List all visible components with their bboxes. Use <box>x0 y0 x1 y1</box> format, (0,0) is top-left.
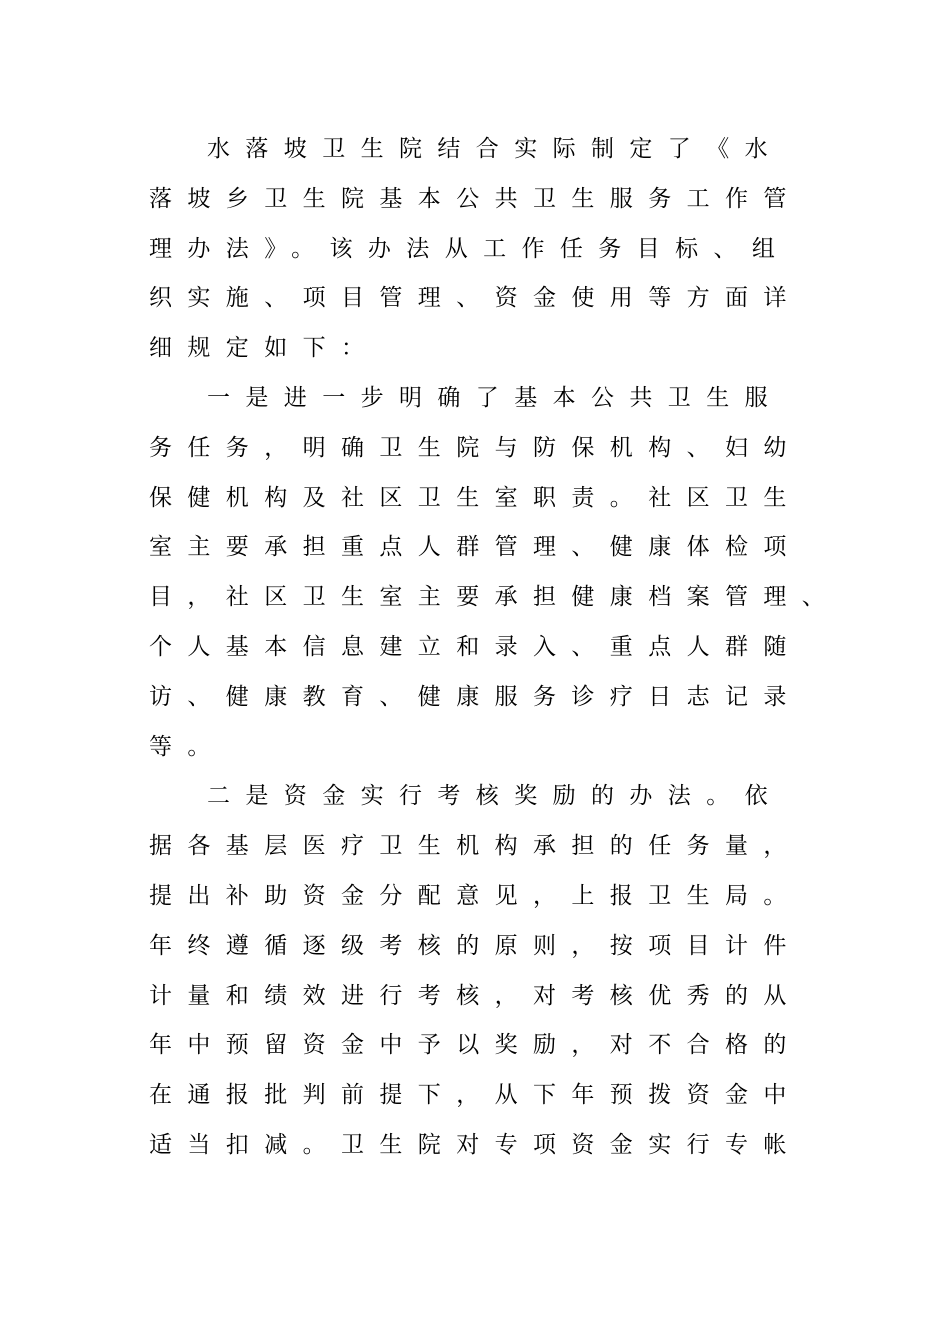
text-line: 计量和绩效进行考核，对考核优秀的从 <box>149 982 802 1009</box>
text-line: 据各基层医疗卫生机构承担的任务量， <box>149 833 802 860</box>
text-line: 提出补助资金分配意见，上报卫生局。 <box>149 882 802 909</box>
text-line: 二是资金实行考核奖励的办法。依 <box>207 783 783 810</box>
text-line: 等。 <box>149 733 226 760</box>
text-line: 适当扣减。卫生院对专项资金实行专帐 <box>149 1131 802 1158</box>
paragraph-intro <box>0 125 950 374</box>
text-line: 目，社区卫生室主要承担健康档案管理、 <box>149 584 841 611</box>
text-line: 水落坡卫生院结合实际制定了《水 <box>207 136 783 162</box>
text-line: 室主要承担重点人群管理、健康体检项 <box>149 534 802 561</box>
text-line: 个人基本信息建立和录入、重点人群随 <box>149 633 802 660</box>
text-line: 年中预留资金中予以奖励，对不合格的 <box>149 1032 802 1059</box>
text-line: 一是进一步明确了基本公共卫生服 <box>207 384 783 411</box>
text-line: 细规定如下： <box>149 335 380 362</box>
text-line: 织实施、项目管理、资金使用等方面详 <box>149 285 802 312</box>
text-line: 保健机构及社区卫生室职责。社区卫生 <box>149 484 802 511</box>
text-line: 在通报批判前提下，从下年预拨资金中 <box>149 1082 802 1109</box>
paragraph-one <box>0 374 950 772</box>
document-body <box>0 125 950 1171</box>
text-line: 落坡乡卫生院基本公共卫生服务工作管 <box>149 185 802 212</box>
text-line: 访、健康教育、健康服务诊疗日志记录 <box>149 683 802 710</box>
text-line: 理办法》。该办法从工作任务目标、组 <box>149 235 791 262</box>
text-line: 年终遵循逐级考核的原则，按项目计件 <box>149 932 802 959</box>
paragraph-two <box>0 772 950 1170</box>
text-line: 务任务，明确卫生院与防保机构、妇幼 <box>149 434 802 461</box>
